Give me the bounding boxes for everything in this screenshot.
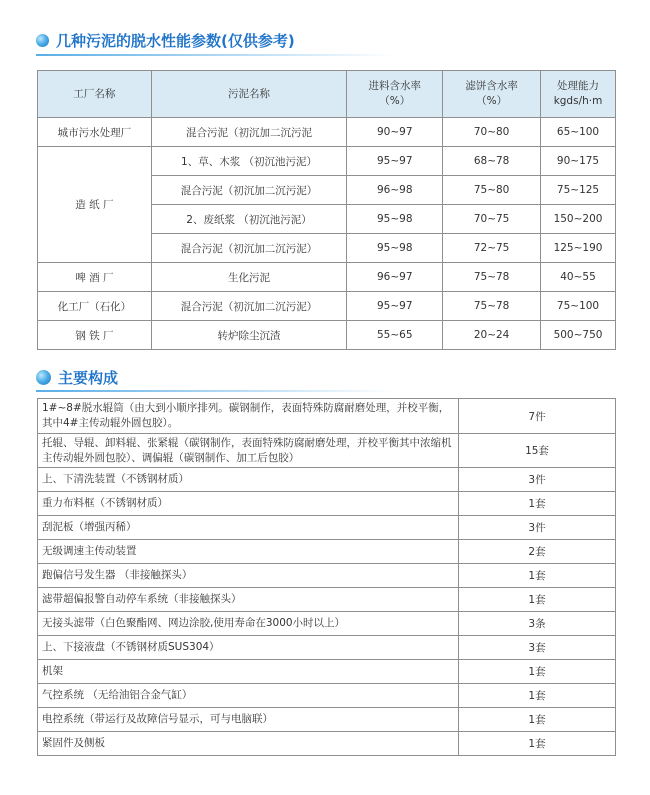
feed-cell: 96~97 — [347, 263, 443, 292]
factory-cell: 造 纸 厂 — [38, 147, 152, 263]
feed-cell: 95~97 — [347, 292, 443, 321]
dewatering-params-table — [37, 70, 616, 350]
component-qty-cell: 1套 — [459, 588, 616, 612]
sludge-cell: 生化污泥 — [151, 263, 347, 292]
component-qty-cell: 15套 — [459, 434, 616, 468]
component-name-cell: 机架 — [38, 660, 459, 684]
sludge-cell: 混合污泥（初沉加二沉污泥 — [151, 118, 347, 147]
component-qty-cell: 2套 — [459, 540, 616, 564]
section-underline — [36, 390, 396, 392]
cake-cell: 70~80 — [443, 118, 541, 147]
feed-cell: 96~98 — [347, 176, 443, 205]
components-table — [37, 398, 616, 756]
blue-ball-icon — [36, 370, 51, 385]
capacity-cell: 75~100 — [541, 292, 616, 321]
component-name-cell: 上、下清洗装置（不锈钢材质） — [38, 468, 459, 492]
cake-cell: 20~24 — [443, 321, 541, 350]
component-name-cell: 跑偏信号发生器 （非接触探头） — [38, 564, 459, 588]
component-qty-cell: 1套 — [459, 684, 616, 708]
table-header-row — [38, 71, 616, 118]
component-qty-cell: 1套 — [459, 660, 616, 684]
factory-cell: 城市污水处理厂 — [38, 118, 152, 147]
cake-cell: 68~78 — [443, 147, 541, 176]
component-qty-cell: 7件 — [459, 399, 616, 434]
header-cake-moisture: 滤饼含水率 （%） — [443, 71, 541, 118]
cake-cell: 75~78 — [443, 292, 541, 321]
component-qty-cell: 3条 — [459, 612, 616, 636]
factory-cell: 化工厂（石化） — [38, 292, 152, 321]
component-name-cell: 滤带超偏报警自动停车系统（非接触探头） — [38, 588, 459, 612]
table-row — [38, 612, 616, 636]
component-qty-cell: 1套 — [459, 564, 616, 588]
factory-cell: 钢 铁 厂 — [38, 321, 152, 350]
component-name-cell: 电控系统（带运行及故障信号显示，可与电脑联） — [38, 708, 459, 732]
section-underline — [36, 54, 396, 56]
header-feed-moisture: 进料含水率 （%） — [347, 71, 443, 118]
capacity-cell: 75~125 — [541, 176, 616, 205]
table-row — [38, 732, 616, 756]
cake-cell: 75~78 — [443, 263, 541, 292]
component-name-cell: 重力布料框（不锈钢材质） — [38, 492, 459, 516]
component-qty-cell: 3套 — [459, 636, 616, 660]
component-qty-cell: 3件 — [459, 516, 616, 540]
capacity-cell: 500~750 — [541, 321, 616, 350]
component-name-cell: 无级调速主传动装置 — [38, 540, 459, 564]
component-name-cell: 1#~8#脱水辊筒（由大到小顺序排列。碳钢制作，表面特殊防腐耐磨处理，并校平衡，其中4#主传动辊外圆包胶）。 — [38, 399, 459, 434]
component-qty-cell: 1套 — [459, 492, 616, 516]
sludge-cell: 2、废纸浆 （初沉池污泥） — [151, 205, 347, 234]
table-row — [38, 147, 616, 176]
component-name-cell: 托辊、导辊、卸料辊、张紧辊（碳钢制作，表面特殊防腐耐磨处理，并校平衡其中浓缩机主传动辊外圆包胶）、调偏辊（碳钢制作、加工后包胶） — [38, 434, 459, 468]
component-qty-cell: 1套 — [459, 708, 616, 732]
table-row — [38, 492, 616, 516]
feed-cell: 95~98 — [347, 234, 443, 263]
cake-cell: 72~75 — [443, 234, 541, 263]
table-row — [38, 708, 616, 732]
component-name-cell: 紧固件及侧板 — [38, 732, 459, 756]
feed-cell: 95~98 — [347, 205, 443, 234]
section-title-components — [36, 367, 118, 388]
table-row — [38, 660, 616, 684]
table-row — [38, 321, 616, 350]
component-name-cell: 无接头滤带（白色聚酯网、网边涂胶,使用寿命在3000小时以上） — [38, 612, 459, 636]
header-capacity: 处理能力 kgds/h·m — [541, 71, 616, 118]
table-row — [38, 118, 616, 147]
cake-cell: 70~75 — [443, 205, 541, 234]
header-factory: 工厂名称 — [38, 71, 152, 118]
capacity-cell: 40~55 — [541, 263, 616, 292]
capacity-cell: 125~190 — [541, 234, 616, 263]
sludge-cell: 混合污泥（初沉加二沉污泥） — [151, 292, 347, 321]
table-row — [38, 516, 616, 540]
table-row — [38, 636, 616, 660]
table-row — [38, 263, 616, 292]
table-row — [38, 468, 616, 492]
feed-cell: 90~97 — [347, 118, 443, 147]
feed-cell: 55~65 — [347, 321, 443, 350]
sludge-cell: 转炉除尘沉渣 — [151, 321, 347, 350]
component-qty-cell: 1套 — [459, 732, 616, 756]
header-sludge: 污泥名称 — [151, 71, 347, 118]
component-name-cell: 刮泥板（增强丙稀） — [38, 516, 459, 540]
section-title-dewatering-params — [36, 30, 295, 51]
sludge-cell: 1、草、木浆 （初沉池污泥） — [151, 147, 347, 176]
cake-cell: 75~80 — [443, 176, 541, 205]
component-qty-cell: 3件 — [459, 468, 616, 492]
table-row — [38, 292, 616, 321]
table-row — [38, 684, 616, 708]
table-row — [38, 399, 616, 434]
capacity-cell: 65~100 — [541, 118, 616, 147]
blue-ball-icon — [36, 34, 49, 47]
table-row — [38, 564, 616, 588]
component-name-cell: 气控系统 （无给油铝合金气缸） — [38, 684, 459, 708]
sludge-cell: 混合污泥（初沉加二沉污泥） — [151, 234, 347, 263]
component-name-cell: 上、下接液盘（不锈钢材质SUS304） — [38, 636, 459, 660]
factory-cell: 啤 酒 厂 — [38, 263, 152, 292]
feed-cell: 95~97 — [347, 147, 443, 176]
section-title-text: 主要构成 — [58, 369, 119, 387]
capacity-cell: 150~200 — [541, 205, 616, 234]
table-row — [38, 588, 616, 612]
section-title-text: 几种污泥的脱水性能参数(仅供参考) — [56, 32, 295, 50]
table-row — [38, 434, 616, 468]
table-row — [38, 540, 616, 564]
capacity-cell: 90~175 — [541, 147, 616, 176]
sludge-cell: 混合污泥（初沉加二沉污泥） — [151, 176, 347, 205]
